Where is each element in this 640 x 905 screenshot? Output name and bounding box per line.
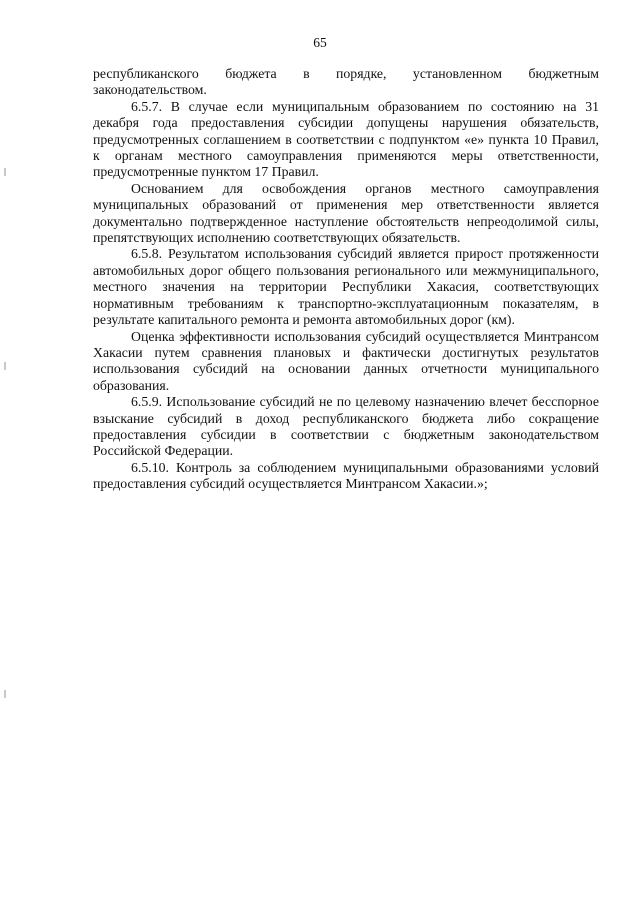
paragraph-6-5-9: 6.5.9. Использование субсидий не по целевому назначению влечет бесспорное взыскание субсидий в доход республиканского бюджета либо сокращение предоставления субсидии в соответствии с бюджетным законодательством Российской Федерации. (93, 394, 599, 459)
scan-margin-mark (4, 690, 6, 698)
paragraph-6-5-8: 6.5.8. Результатом использования субсидий является прирост протяженности автомобильных дорог общего пользования регионального или межмуниципального, местного значения на территории Республики Хакасия, соответствующих нормативным требованиям к транспортно-эксплуатационным показателям, в результате капитального ремонта и ремонта автомобильных дорог (км). (93, 246, 599, 328)
page-number: 65 (313, 35, 327, 50)
paragraph-6-5-10: 6.5.10. Контроль за соблюдением муниципальными образованиями условий предоставления субсидий осуществляется Минтрансом Хакасии.»; (93, 459, 599, 492)
scan-margin-mark (4, 362, 6, 370)
paragraph-exemption: Основанием для освобождения органов местного самоуправления муниципальных образований от применения мер ответственности является документально подтвержденное наступление обстоятельств непреодолимой силы, препятствующих исполнению соответствующих обязательств. (93, 180, 599, 246)
paragraph-evaluation: Оценка эффективности использования субсидий осуществляется Минтрансом Хакасии путем сравнения плановых и фактически достигнутых результатов использования субсидий на основании данных отчетности муниципального образования. (93, 328, 599, 393)
document-body (93, 66, 599, 493)
paragraph-continuation: республиканского бюджета в порядке, установленном бюджетным законодательством. (93, 66, 599, 98)
paragraph-6-5-7: 6.5.7. В случае если муниципальным образованием по состоянию на 31 декабря года предоставления субсидии допущены нарушения обязательств, предусмотренных соглашением в соответствии с подпунктом «е» пункта 10 Правил, к органам местного самоуправления применяются меры ответственности, предусмотренные пунктом 17 Правил. (93, 98, 599, 180)
scan-margin-mark (4, 168, 6, 176)
